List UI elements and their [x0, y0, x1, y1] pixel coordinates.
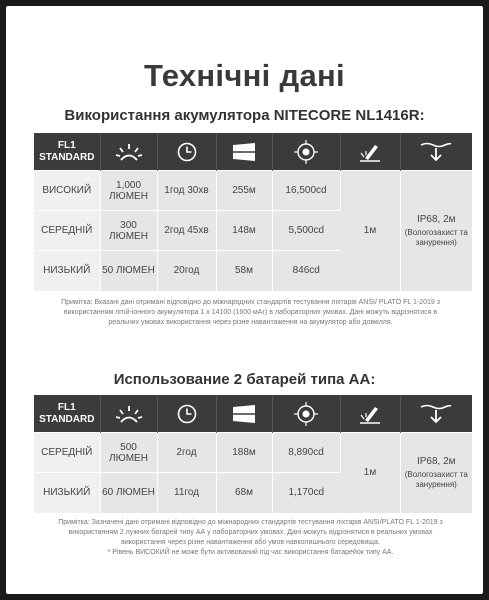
ip-rating-cell: [400, 171, 472, 291]
mode-label: НИЗЬКИЙ: [34, 251, 100, 291]
intensity-value: 8,890cd: [272, 433, 340, 473]
mode-label: ВИСОКИЙ: [34, 171, 100, 211]
fl1-standard-label: FL1 STANDARD: [34, 395, 100, 433]
spec-sheet: [6, 6, 483, 594]
battery-spec-table: [34, 133, 472, 291]
runtime-value: 2год: [157, 433, 216, 473]
intensity-value: 5,500cd: [272, 211, 340, 251]
distance-value: 188м: [216, 433, 272, 473]
intensity-value: 1,170cd: [272, 473, 340, 513]
mode-label: СЕРЕДНІЙ: [34, 433, 100, 473]
section2-note-text: Примітка: Зазначені дані отримані відповідно до міжнародних стандартів тестування ліхтарів ANSI/PLATO FL 1-2019 з використанням 2 лужних батарей типу АА у лабораторних умовах. Дані можуть відрізнятися в реальних умовах використання через різне навантаження або умов навколишнього середовища.: [58, 519, 443, 546]
section1-title: Використання акумулятора NITECORE NL1416R:: [64, 107, 425, 124]
runtime-value: 2год 45хв: [157, 211, 216, 251]
lumens-icon: [100, 395, 157, 433]
waterproof-icon: [400, 395, 472, 433]
lumens-icon: [100, 133, 157, 171]
peak-intensity-icon: [272, 395, 340, 433]
ip-note: (Вологозахист та занурення): [404, 228, 468, 248]
mode-label: СЕРЕДНІЙ: [34, 211, 100, 251]
ip-rating: IP68, 2м: [416, 214, 456, 226]
runtime-value: 11год: [157, 473, 216, 513]
fl1-standard-label: FL1 STANDARD: [34, 133, 100, 171]
waterproof-icon: [400, 133, 472, 171]
impact-value: 1м: [340, 171, 400, 291]
table-row: [34, 433, 472, 473]
beam-distance-icon: [216, 133, 272, 171]
section2-title: Использование 2 батарей типа АА:: [113, 371, 376, 388]
impact-resistance-icon: [340, 133, 400, 171]
distance-value: 148м: [216, 211, 272, 251]
lumens-value: 500 ЛЮМЕН: [100, 433, 157, 473]
intensity-value: 846cd: [272, 251, 340, 291]
lumens-value: 50 ЛЮМЕН: [100, 251, 157, 291]
intensity-value: 16,500cd: [272, 171, 340, 211]
ip-rating: IP68, 2м: [416, 456, 456, 468]
distance-value: 58м: [216, 251, 272, 291]
page-title: Технічні дані: [144, 58, 345, 93]
impact-resistance-icon: [340, 395, 400, 433]
distance-value: 68м: [216, 473, 272, 513]
mode-label: НИЗЬКИЙ: [34, 473, 100, 513]
section2-footnote: * Рівень ВИСОКИЙ не може бути активований під час використання батарейок типу АА.: [107, 549, 394, 556]
ip-note: (Вологозахист та занурення): [404, 470, 468, 490]
peak-intensity-icon: [272, 133, 340, 171]
table-row: [34, 171, 472, 211]
runtime-value: 20год: [157, 251, 216, 291]
beam-distance-icon: [216, 395, 272, 433]
runtime-icon: [157, 133, 216, 171]
section2-note: [48, 518, 453, 558]
runtime-icon: [157, 395, 216, 433]
runtime-value: 1год 30хв: [157, 171, 216, 211]
table-header: [34, 395, 472, 433]
lumens-value: 300 ЛЮМЕН: [100, 211, 157, 251]
distance-value: 255м: [216, 171, 272, 211]
ip-rating-cell: [400, 433, 472, 513]
lumens-value: 60 ЛЮМЕН: [100, 473, 157, 513]
section1-note: Примітка: Вказані дані отримані відповідно до міжнародних стандартів тестування ліхтарів ANSI/ PLATO FL 1-2019 з використанням літій-іонного акумулятора 1 x 14100 (1600 мАг) в лабораторних умовах. Дані можуть відрізнятися в реальних умовах використання через різне навантаження на акумулятор або довкілля.: [61, 299, 440, 326]
table-header: [34, 133, 472, 171]
aa-spec-table: [34, 395, 472, 513]
impact-value: 1м: [340, 433, 400, 513]
lumens-value: 1,000 ЛЮМЕН: [100, 171, 157, 211]
